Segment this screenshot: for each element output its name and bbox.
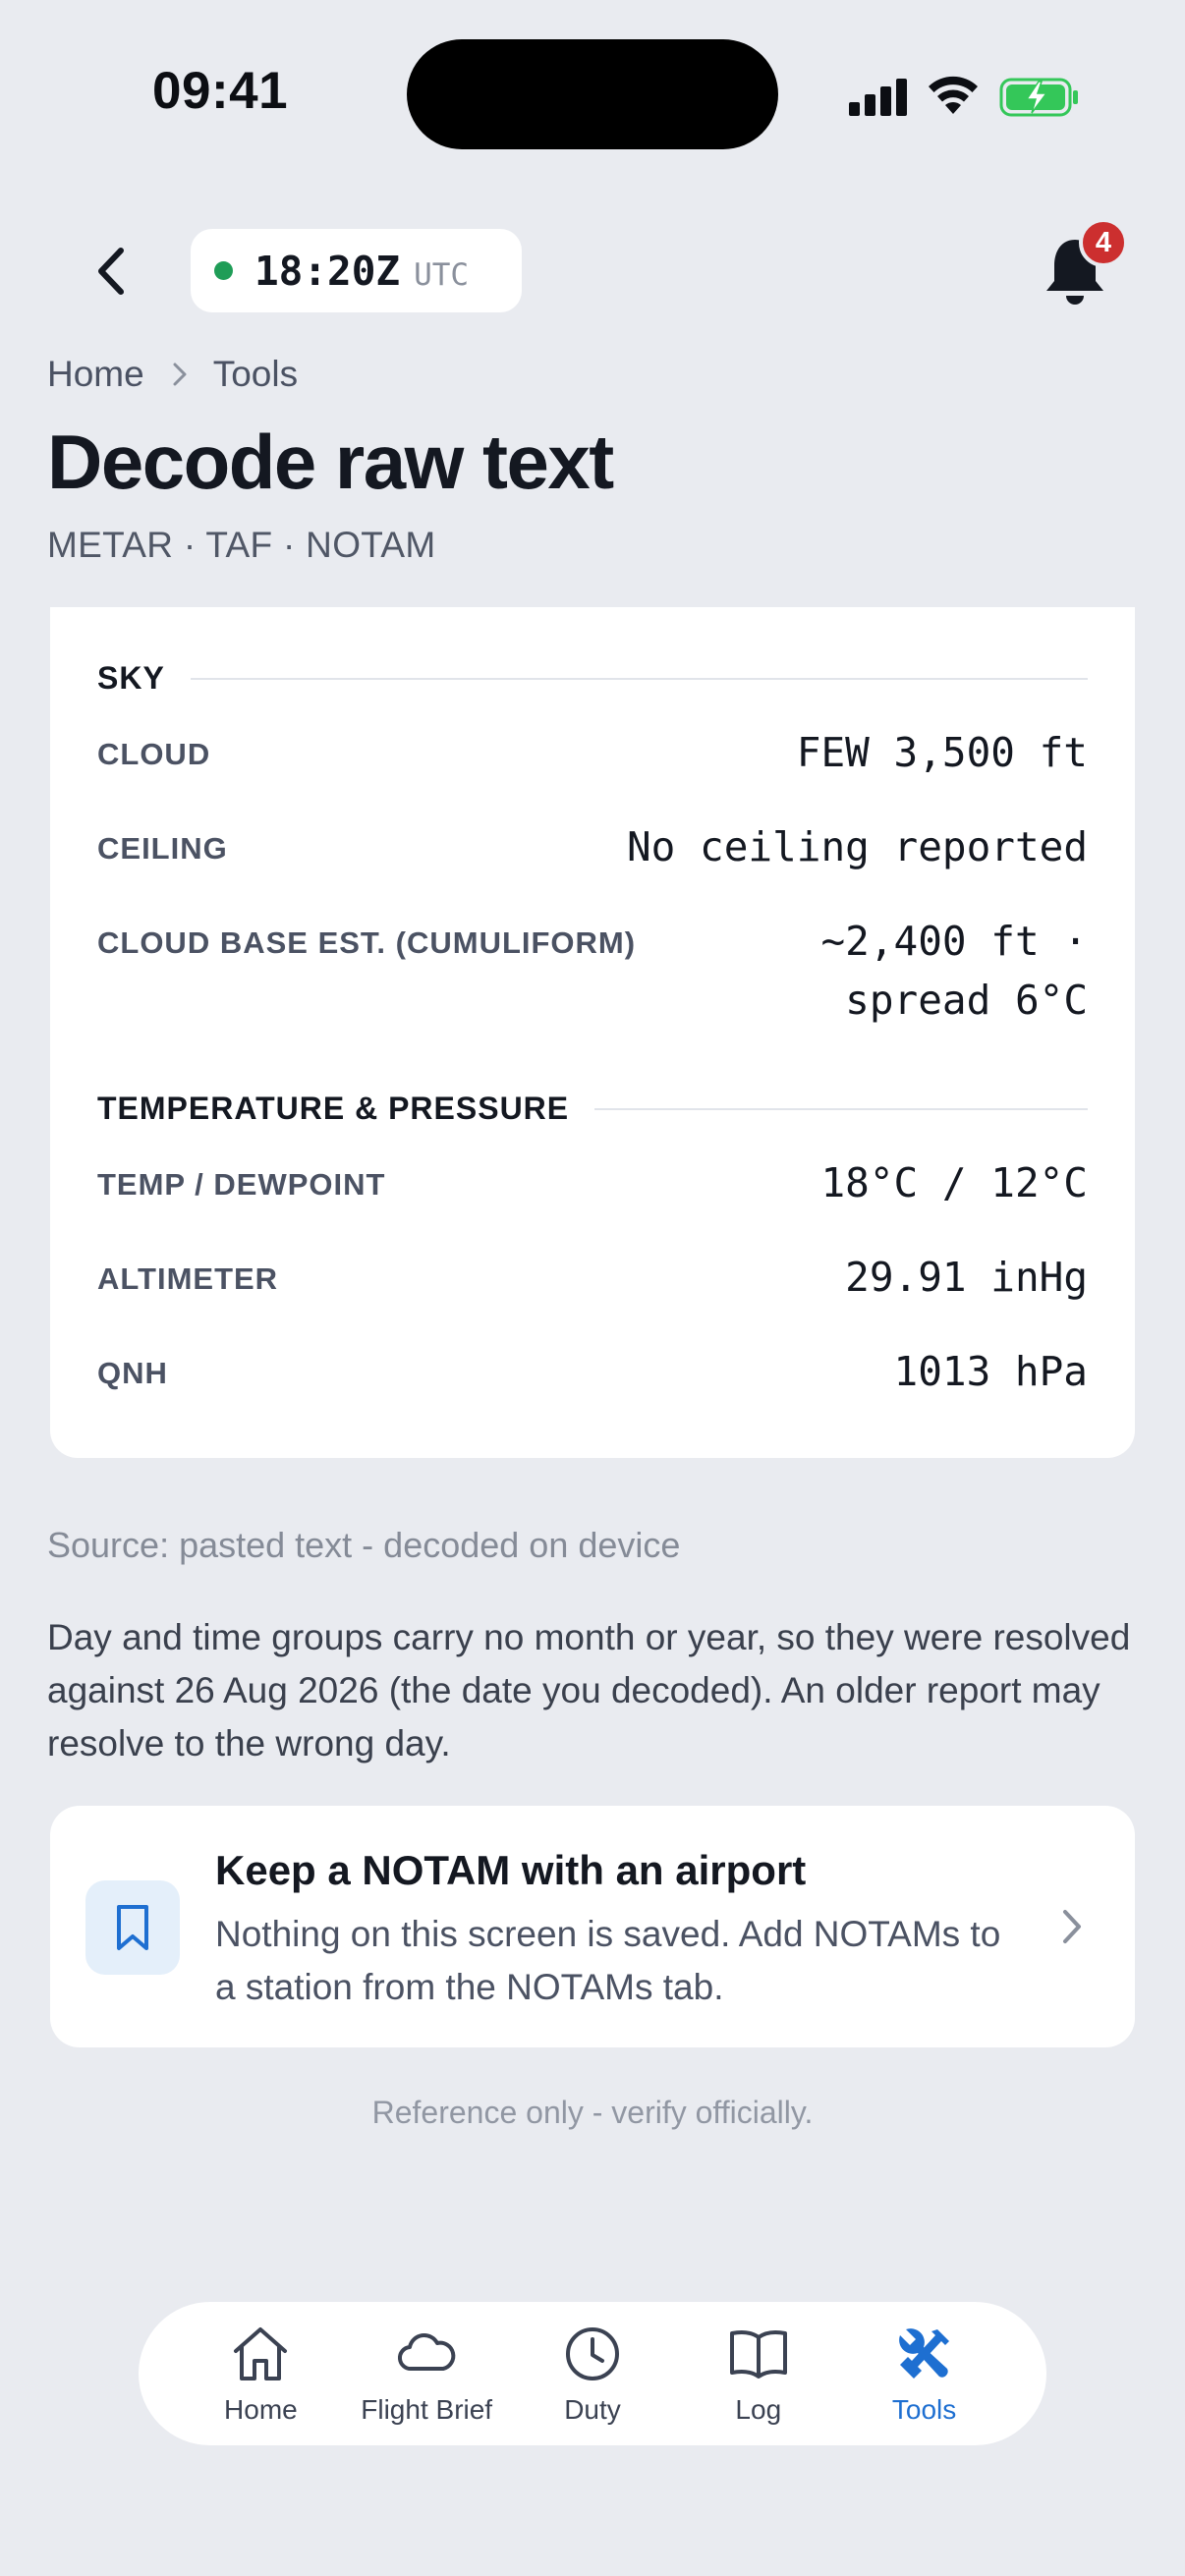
cloud-base-line-1: ~2,400 ft ·	[820, 918, 1088, 965]
row-value-cloud: FEW 3,500 ft	[796, 729, 1088, 776]
keep-notam-body: Nothing on this screen is saved. Add NOTAMs to a station from the NOTAMs tab.	[215, 1914, 1001, 2007]
breadcrumb-home[interactable]: Home	[47, 354, 144, 394]
tab-label: Flight Brief	[361, 2394, 493, 2425]
section-heading: TEMPERATURE & PRESSURE	[97, 1091, 570, 1126]
keep-notam-card[interactable]	[50, 1806, 1135, 2047]
utc-clock-pill[interactable]	[191, 229, 522, 312]
tab-flight-brief[interactable]	[348, 2322, 505, 2426]
cellular-signal-icon	[849, 77, 908, 116]
tab-log[interactable]	[680, 2322, 837, 2426]
home-icon	[228, 2322, 293, 2386]
back-button[interactable]	[83, 232, 141, 310]
status-time: 09:41	[152, 62, 289, 120]
section-temperature-pressure	[97, 1091, 1088, 1127]
tab-tools[interactable]	[846, 2322, 1003, 2426]
chevron-right-icon	[1052, 1902, 1092, 1951]
live-status-dot	[214, 261, 233, 280]
tab-label: Home	[224, 2394, 298, 2425]
utc-time: 18:20Z	[254, 247, 401, 295]
notification-badge: 4	[1079, 218, 1128, 267]
row-value-temp-dewpoint: 18°C / 12°C	[820, 1159, 1088, 1206]
reference-disclaimer: Reference only - verify officially.	[371, 2095, 814, 2130]
tab-home[interactable]	[182, 2322, 339, 2426]
decoded-report-card	[50, 607, 1135, 1458]
section-sky	[97, 660, 1088, 697]
bottom-tab-bar	[139, 2302, 1046, 2445]
row-label-qnh: QNH	[97, 1356, 168, 1390]
breadcrumb	[47, 354, 298, 395]
row-value-cloud-base	[820, 912, 1088, 1030]
utc-label: UTC	[414, 256, 470, 293]
tab-label: Log	[735, 2394, 782, 2425]
clock-icon	[560, 2322, 625, 2386]
row-label-temp-dewpoint: TEMP / DEWPOINT	[97, 1167, 386, 1202]
row-value-altimeter: 29.91 inHg	[845, 1254, 1088, 1301]
row-value-ceiling: No ceiling reported	[627, 823, 1088, 870]
page-subtitle: METAR · TAF · NOTAM	[47, 525, 436, 565]
divider	[594, 1108, 1088, 1110]
keep-notam-title: Keep a NOTAM with an airport	[215, 1847, 807, 1893]
row-label-ceiling: CEILING	[97, 831, 228, 866]
cloud-icon	[394, 2322, 459, 2386]
wifi-icon	[927, 73, 980, 116]
battery-charging-icon	[999, 78, 1080, 117]
divider	[191, 678, 1088, 680]
section-heading: SKY	[97, 660, 165, 696]
row-label-altimeter: ALTIMETER	[97, 1261, 279, 1296]
bookmark-icon	[85, 1880, 180, 1975]
book-icon	[726, 2322, 791, 2386]
chevron-left-icon	[95, 247, 129, 296]
chevron-right-icon	[172, 362, 188, 387]
dynamic-island	[407, 39, 778, 149]
row-value-qnh: 1013 hPa	[893, 1348, 1088, 1395]
cloud-base-line-2: spread 6°C	[845, 977, 1088, 1024]
breadcrumb-tools[interactable]: Tools	[212, 354, 299, 394]
tab-label: Tools	[891, 2394, 957, 2425]
tools-icon	[892, 2322, 957, 2386]
row-label-cloud-base: CLOUD BASE EST. (CUMULIFORM)	[97, 925, 637, 960]
date-resolution-note: Day and time groups carry no month or year, so they were resolved against 26 Aug 2026 (the date you decoded). An older report may resolve to the wrong day.	[47, 1617, 1131, 1764]
tab-duty[interactable]	[514, 2322, 671, 2426]
row-label-cloud: CLOUD	[97, 737, 211, 771]
page-title: Decode raw text	[47, 419, 613, 505]
tab-label: Duty	[564, 2394, 621, 2425]
source-note: Source: pasted text - decoded on device	[47, 1525, 681, 1565]
